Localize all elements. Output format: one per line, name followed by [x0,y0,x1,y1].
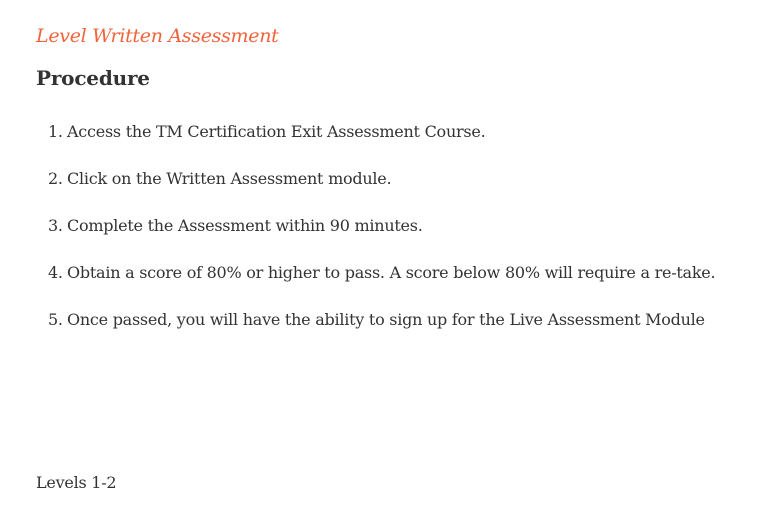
step-text: Once passed, you will have the ability to sign up for the Live Assessment Module [67,310,705,329]
step-text: Obtain a score of 80% or higher to pass. A score below 80% will require a re-take. [67,263,716,282]
procedure-steps-list [36,116,736,351]
levels-note: Levels 1-2 [36,473,117,492]
procedure-heading: Procedure [36,66,150,90]
procedure-step-1 [36,116,736,148]
step-text: Complete the Assessment within 90 minutes. [67,216,423,235]
procedure-step-2 [36,163,736,195]
step-number: 4. [48,263,63,282]
step-number: 5. [48,310,63,329]
procedure-step-3 [36,210,736,242]
step-number: 1. [48,122,63,141]
step-text: Access the TM Certification Exit Assessment Course. [67,122,486,141]
section-title: Level Written Assessment [36,25,279,47]
step-number: 3. [48,216,63,235]
procedure-step-4 [36,257,736,289]
step-number: 2. [48,169,63,188]
step-text: Click on the Written Assessment module. [67,169,392,188]
procedure-step-5 [36,304,736,336]
